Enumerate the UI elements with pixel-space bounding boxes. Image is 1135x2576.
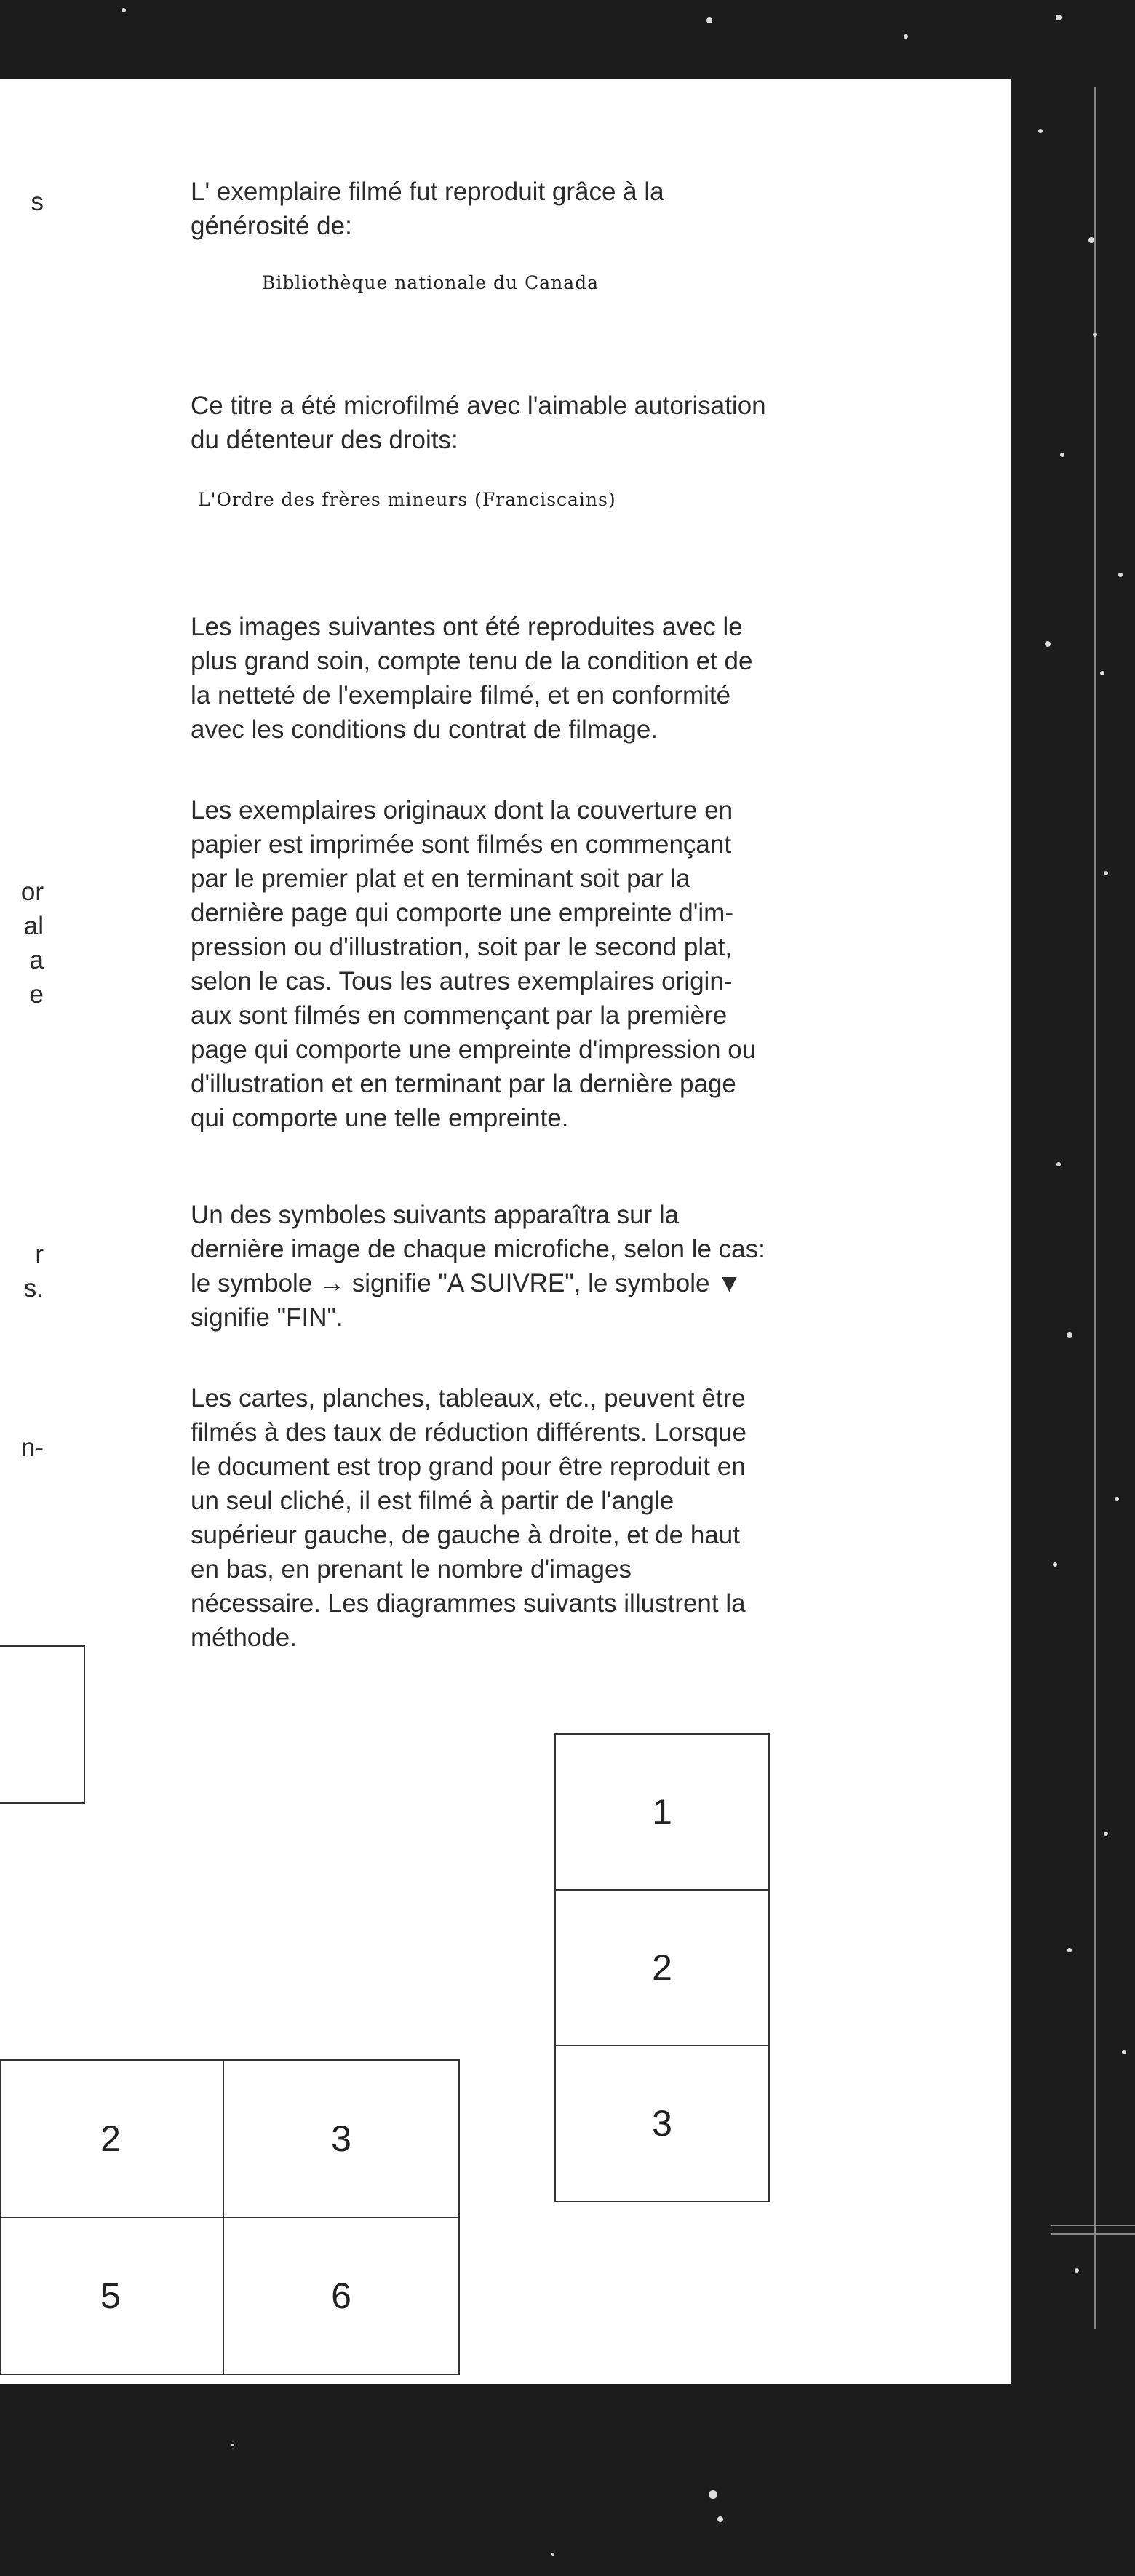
diagram-cell: 5	[0, 2217, 224, 2375]
diagram-cell: 3	[554, 2045, 770, 2202]
left-column-fragment: s	[31, 188, 44, 216]
left-column-fragment: r	[35, 1240, 44, 1268]
paragraph-image-quality: Les images suivantes ont été reproduites avec le plus grand soin, compte tenu de la condition et de la netteté de l'exemplaire filmé, et en conformité avec les conditions du contrat de filmage.	[191, 613, 753, 744]
diagram-cell: 2	[0, 2059, 224, 2218]
left-column-fragment: s.	[23, 1274, 44, 1303]
document-page	[0, 79, 1011, 2384]
credit-intro: L' exemplaire filmé fut reproduit grâce à la générosité de:	[191, 178, 664, 240]
paragraph-symbols: Un des symboles suivants apparaîtra sur la dernière image de chaque microfiche, selon le cas: le symbole → signifie "A SUIVRE", le symbole ▼ signifie "FIN".	[191, 1201, 765, 1332]
permission-intro: Ce titre a été microfilmé avec l'aimable autorisation du détenteur des droits:	[191, 391, 766, 454]
paragraph-filming-order: Les exemplaires originaux dont la couverture en papier est imprimée sont filmés en commençant par le premier plat et en terminant soit par la dernière page qui comporte une empreinte d'im- pression ou d'illustration, soit par le second plat, selon le cas. Tous les autres exemplaires origin- aux sont filmés en commençant par la première page qui comporte une empreinte d'impression ou d'illustration et en terminant par la dernière page qui comporte une telle empreinte.	[191, 796, 757, 1132]
left-column-fragment: n-	[20, 1434, 44, 1462]
left-column-fragment: or	[20, 878, 44, 906]
diagram-cell: 2	[554, 1889, 770, 2046]
left-column-fragment: al	[23, 912, 44, 940]
paragraph-reduction: Les cartes, planches, tableaux, etc., peuvent être filmés à des taux de réduction différents. Lorsque le document est trop grand pour être reproduit en un seul cliché, il est filmé à partir de l'angle supérieur gauche, de gauche à droite, et de haut en bas, en prenant le nombre d'images nécessaire. Les diagrammes suivants illustrent la méthode.	[191, 1384, 746, 1652]
left-column-fragment: a	[29, 946, 44, 974]
left-column-fragment: e	[29, 980, 44, 1009]
institution-name: Bibliothèque nationale du Canada	[262, 272, 600, 293]
left-diagram-box	[0, 1645, 85, 1804]
diagram-cell: 3	[223, 2059, 460, 2218]
rights-holder: L'Ordre des frères mineurs (Franciscains)	[198, 489, 616, 510]
diagram-cell: 1	[554, 1733, 770, 1891]
diagram-cell: 6	[223, 2217, 460, 2375]
